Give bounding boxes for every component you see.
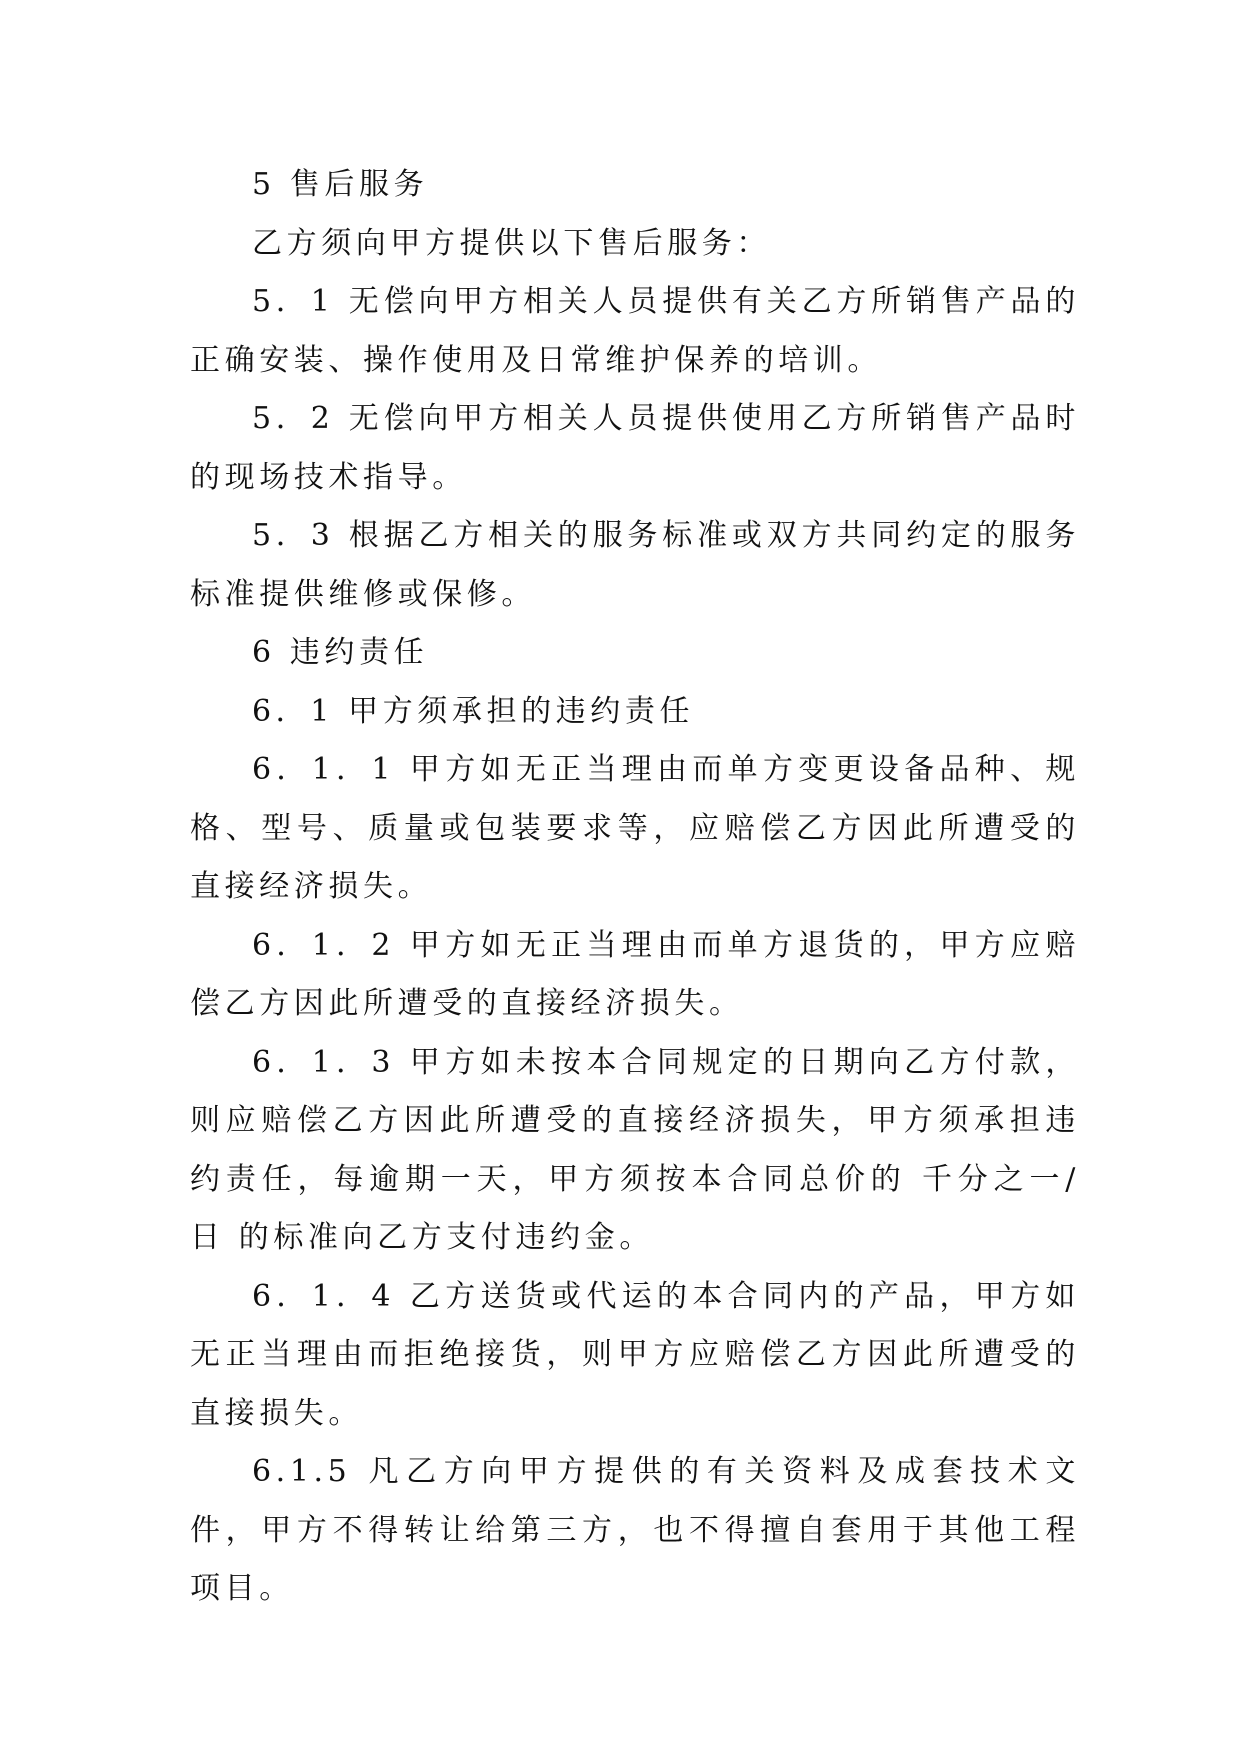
clause-6-1-1: 6．1．1 甲方如无正当理由而单方变更设备品种、规格、型号、质量或包装要求等，应赔偿乙方因此所遭受的直接经济损失。 xyxy=(190,752,1080,904)
clause-5-1: 5．1 无偿向甲方相关人员提供有关乙方所销售产品的正确安装、操作使用及日常维护保养的培训。 xyxy=(190,284,1080,378)
clause-5-2: 5．2 无偿向甲方相关人员提供使用乙方所销售产品时的现场技术指导。 xyxy=(190,401,1080,495)
clause-5-3: 5．3 根据乙方相关的服务标准或双方共同约定的服务标准提供维修或保修。 xyxy=(190,518,1080,612)
paragraph-after-sales-intro: 乙方须向甲方提供以下售后服务： xyxy=(252,225,771,261)
clause-6-1-2: 6．1．2 甲方如无正当理由而单方退货的，甲方应赔偿乙方因此所遭受的直接经济损失。 xyxy=(190,927,1080,1021)
clause-6-1: 6．1 甲方须承担的违约责任 xyxy=(252,693,695,729)
section-heading-after-sales: 5 售后服务 xyxy=(252,167,429,202)
clause-6-1-4: 6．1．4 乙方送货或代运的本合同内的产品，甲方如无正当理由而拒绝接货，则甲方应赔偿乙方因此所遭受的直接损失。 xyxy=(190,1278,1080,1431)
section-heading-liability: 6 违约责任 xyxy=(252,635,429,670)
document-body xyxy=(190,156,1080,1619)
clause-6-1-3: 6．1．3 甲方如未按本合同规定的日期向乙方付款，则应赔偿乙方因此所遭受的直接经济损失，甲方须承担违约责任，每逾期一天，甲方须按本合同总价的 千分之一/日 的标准向乙方支付违约金。 xyxy=(190,1044,1080,1255)
clause-6-1-5: 6.1.5 凡乙方向甲方提供的有关资料及成套技术文件，甲方不得转让给第三方，也不得擅自套用于其他工程项目。 xyxy=(190,1454,1080,1606)
